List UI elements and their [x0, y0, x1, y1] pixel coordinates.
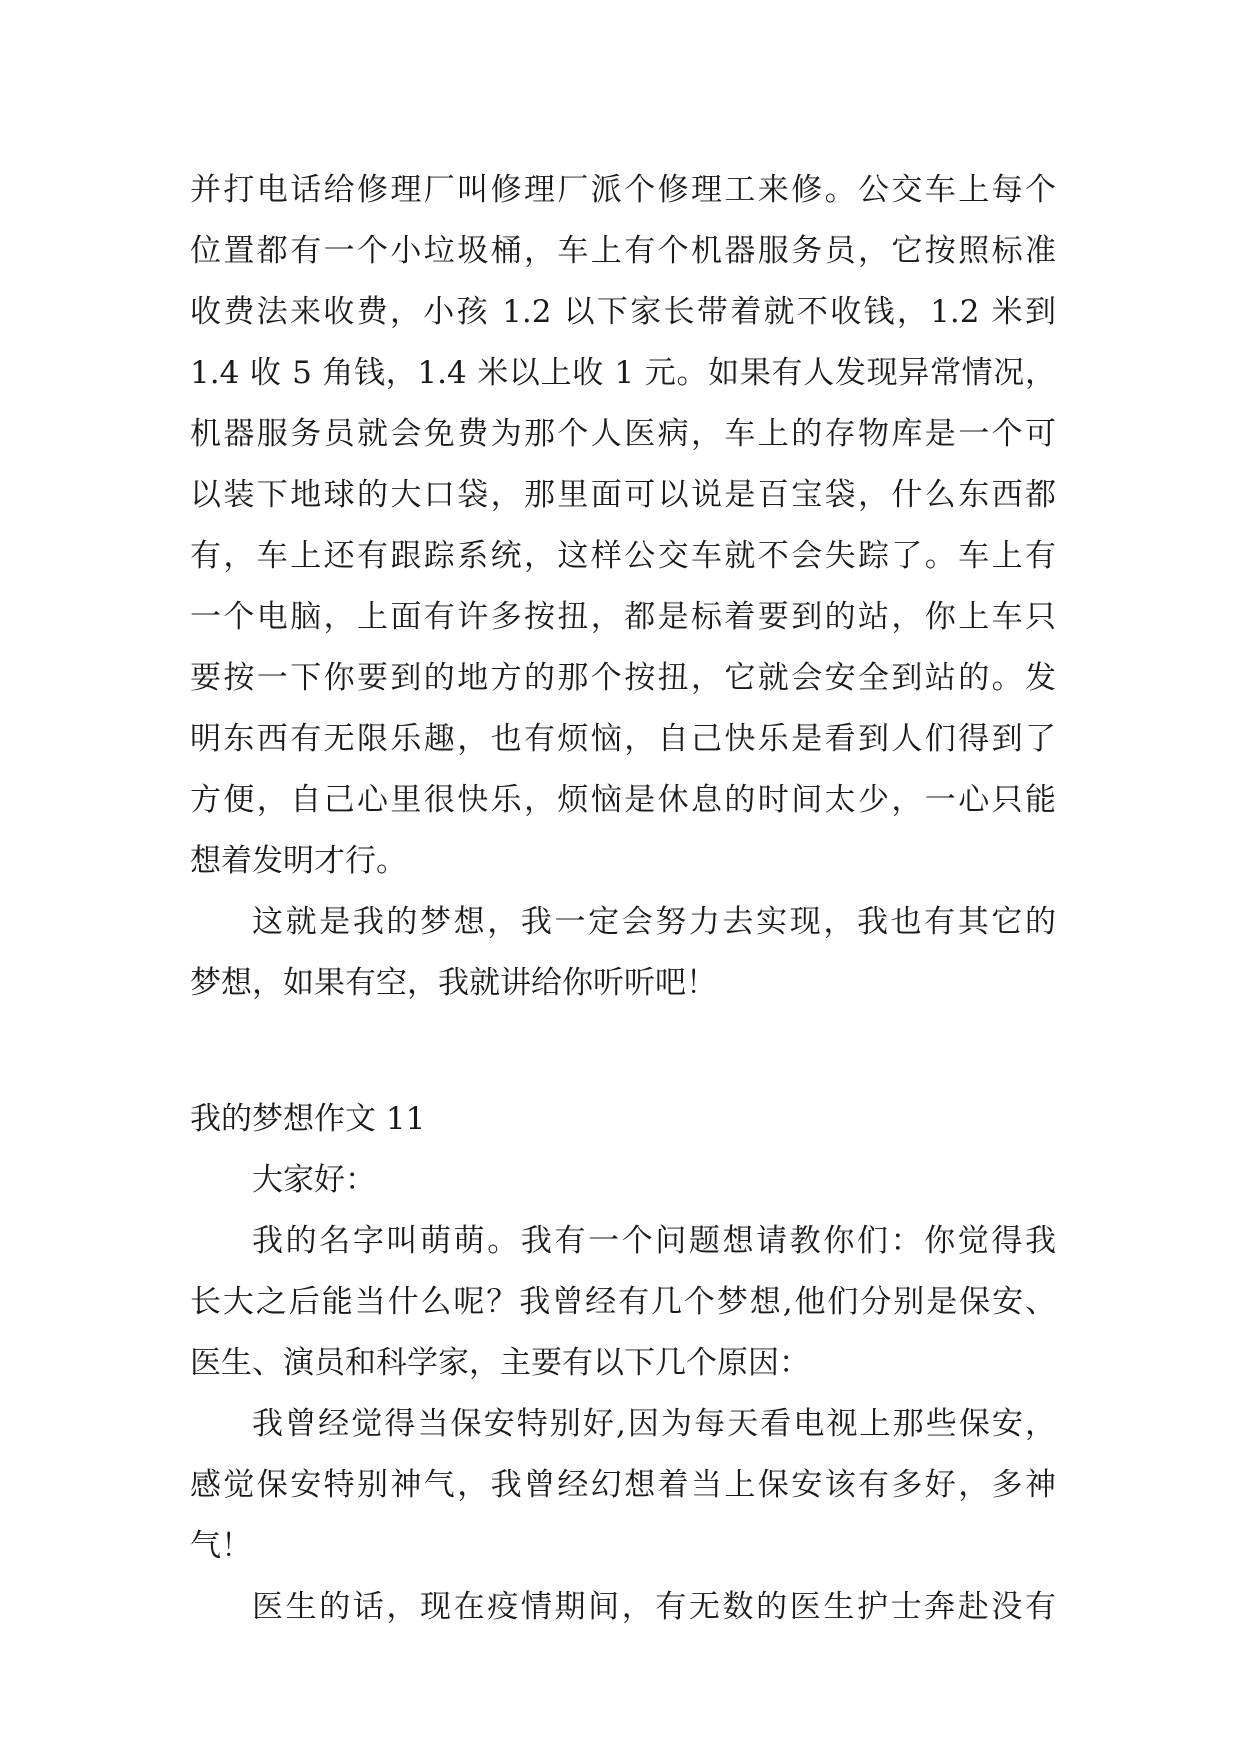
text-line: 1.4 收 5 角钱，1.4 米以上收 1 元。如果有人发现异常情况， [190, 355, 1056, 391]
text-line: 气！ [190, 1528, 252, 1564]
greeting-line: 大家好： [252, 1162, 376, 1198]
text-line: 机器服务员就会免费为那个人医病，车上的存物库是一个可 [190, 416, 1056, 452]
document-page [190, 160, 1056, 1638]
text-line: 有，车上还有跟踪系统，这样公交车就不会失踪了。车上有 [190, 538, 1056, 574]
section-gap [190, 1014, 1056, 1089]
text-line: 医生的话，现在疫情期间，有无数的医生护士奔赴没有 [252, 1589, 1056, 1625]
text-line: 方便，自己心里很快乐，烦恼是休息的时间太少，一心只能 [190, 782, 1056, 818]
text-line: 一个电脑，上面有许多按扭，都是标着要到的站，你上车只 [190, 599, 1056, 635]
text-line: 以装下地球的大口袋，那里面可以说是百宝袋，什么东西都 [190, 477, 1056, 513]
text-line: 我的名字叫萌萌。我有一个问题想请教你们：你觉得我 [252, 1223, 1056, 1259]
text-line: 这就是我的梦想，我一定会努力去实现，我也有其它的 [252, 904, 1056, 940]
text-line: 长大之后能当什么呢？我曾经有几个梦想,他们分别是保安、 [190, 1284, 1056, 1320]
paragraph-bus-invention [190, 160, 1056, 892]
text-line: 我曾经觉得当保安特别好,因为每天看电视上那些保安， [252, 1406, 1056, 1442]
essay-heading: 我的梦想作文 11 [190, 1101, 426, 1137]
paragraph-security-guard [190, 1394, 1056, 1577]
paragraph-introduction [190, 1211, 1056, 1394]
text-line: 想着发明才行。 [190, 843, 407, 879]
text-line: 感觉保安特别神气，我曾经幻想着当上保安该有多好，多神 [190, 1467, 1056, 1503]
paragraph-closing [190, 892, 1056, 1014]
paragraph-doctor [190, 1577, 1056, 1638]
text-line: 要按一下你要到的地方的那个按扭，它就会安全到站的。发 [190, 660, 1056, 696]
text-line: 收费法来收费，小孩 1.2 以下家长带着就不收钱，1.2 米到 [190, 294, 1056, 330]
text-line: 位置都有一个小垃圾桶，车上有个机器服务员，它按照标准 [190, 233, 1056, 269]
text-line: 梦想，如果有空，我就讲给你听听吧！ [190, 965, 717, 1001]
text-line: 并打电话给修理厂叫修理厂派个修理工来修。公交车上每个 [190, 172, 1056, 208]
text-line: 医生、演员和科学家，主要有以下几个原因： [190, 1345, 810, 1381]
text-line: 明东西有无限乐趣，也有烦恼，自己快乐是看到人们得到了 [190, 721, 1056, 757]
